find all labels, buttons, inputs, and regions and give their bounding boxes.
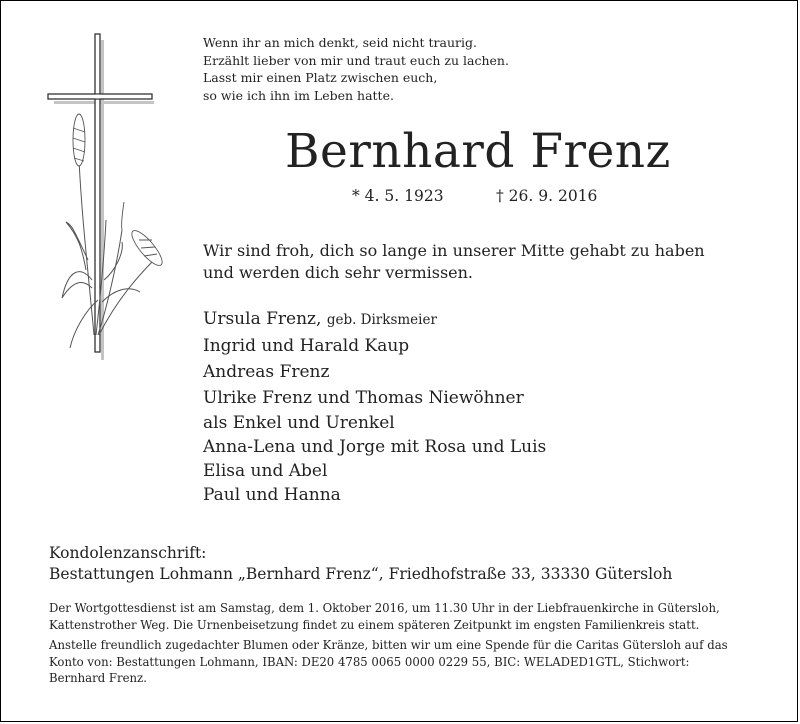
spouse-maiden-name: geb. Dirksmeier <box>326 312 437 328</box>
condolence-address-text: Bestattungen Lohmann „Bernhard Frenz“, Friedhofstraße 33, 33330 Gütersloh <box>49 565 673 583</box>
spouse-entry <box>203 306 546 333</box>
donation-info: Anstelle freundlich zugedachter Blumen oder Kränze, bitten wir um eine Spende für die Caritas Gütersloh auf das Konto von: Bestattungen Lohmann, IBAN: DE20 4785 0065 0000 0229 55, BIC: WELADED1GTL, Stichwort: Bernhard Frenz. <box>49 638 728 685</box>
condolence-label: Kondolenzanschrift: <box>49 544 207 562</box>
condolence-address <box>49 543 672 585</box>
service-info: Der Wortgottesdienst ist am Samstag, dem 1. Oktober 2016, um 11.30 Uhr in der Liebfrauenkirche in Gütersloh, Kattenstrother Weg. Die Urnenbeisetzung findet zu einem späteren Zeitpunkt im engsten Familienkreis statt. <box>49 601 720 632</box>
family-member: Andreas Frenz <box>203 362 330 382</box>
grandchildren-heading: als Enkel und Urenkel <box>203 413 395 433</box>
poem-line: Erzählt lieber von mir und traut euch zu lachen. <box>203 52 509 68</box>
family-list <box>203 306 546 507</box>
service-notes <box>49 600 749 687</box>
grandchild-entry: Elisa und Abel <box>203 461 328 481</box>
poem-line: so wie ich ihn im Leben hatte. <box>203 87 394 103</box>
grandchild-entry: Anna-Lena und Jorge mit Rosa und Luis <box>203 437 547 457</box>
deceased-name: Bernhard Frenz <box>285 124 671 179</box>
death-date: † 26. 9. 2016 <box>496 187 598 205</box>
poem-line: Wenn ihr an mich denkt, seid nicht traurig. <box>203 35 477 50</box>
birth-date: * 4. 5. 1923 <box>352 187 444 205</box>
memorial-poem <box>203 34 509 104</box>
message-line: Wir sind froh, dich so lange in unserer Mitte gehabt zu haben <box>203 241 705 260</box>
family-message <box>203 240 705 284</box>
family-member: Ulrike Frenz und Thomas Niewöhner <box>203 388 524 408</box>
poem-line: Lasst mir einen Platz zwischen euch, <box>203 70 438 85</box>
message-line: und werden dich sehr vermissen. <box>203 263 474 282</box>
grandchild-entry: Paul und Hanna <box>203 485 341 505</box>
spouse-name: Ursula Frenz, <box>203 309 322 329</box>
family-member: Ingrid und Harald Kaup <box>203 336 410 356</box>
cross-with-wheat-icon <box>44 30 174 374</box>
